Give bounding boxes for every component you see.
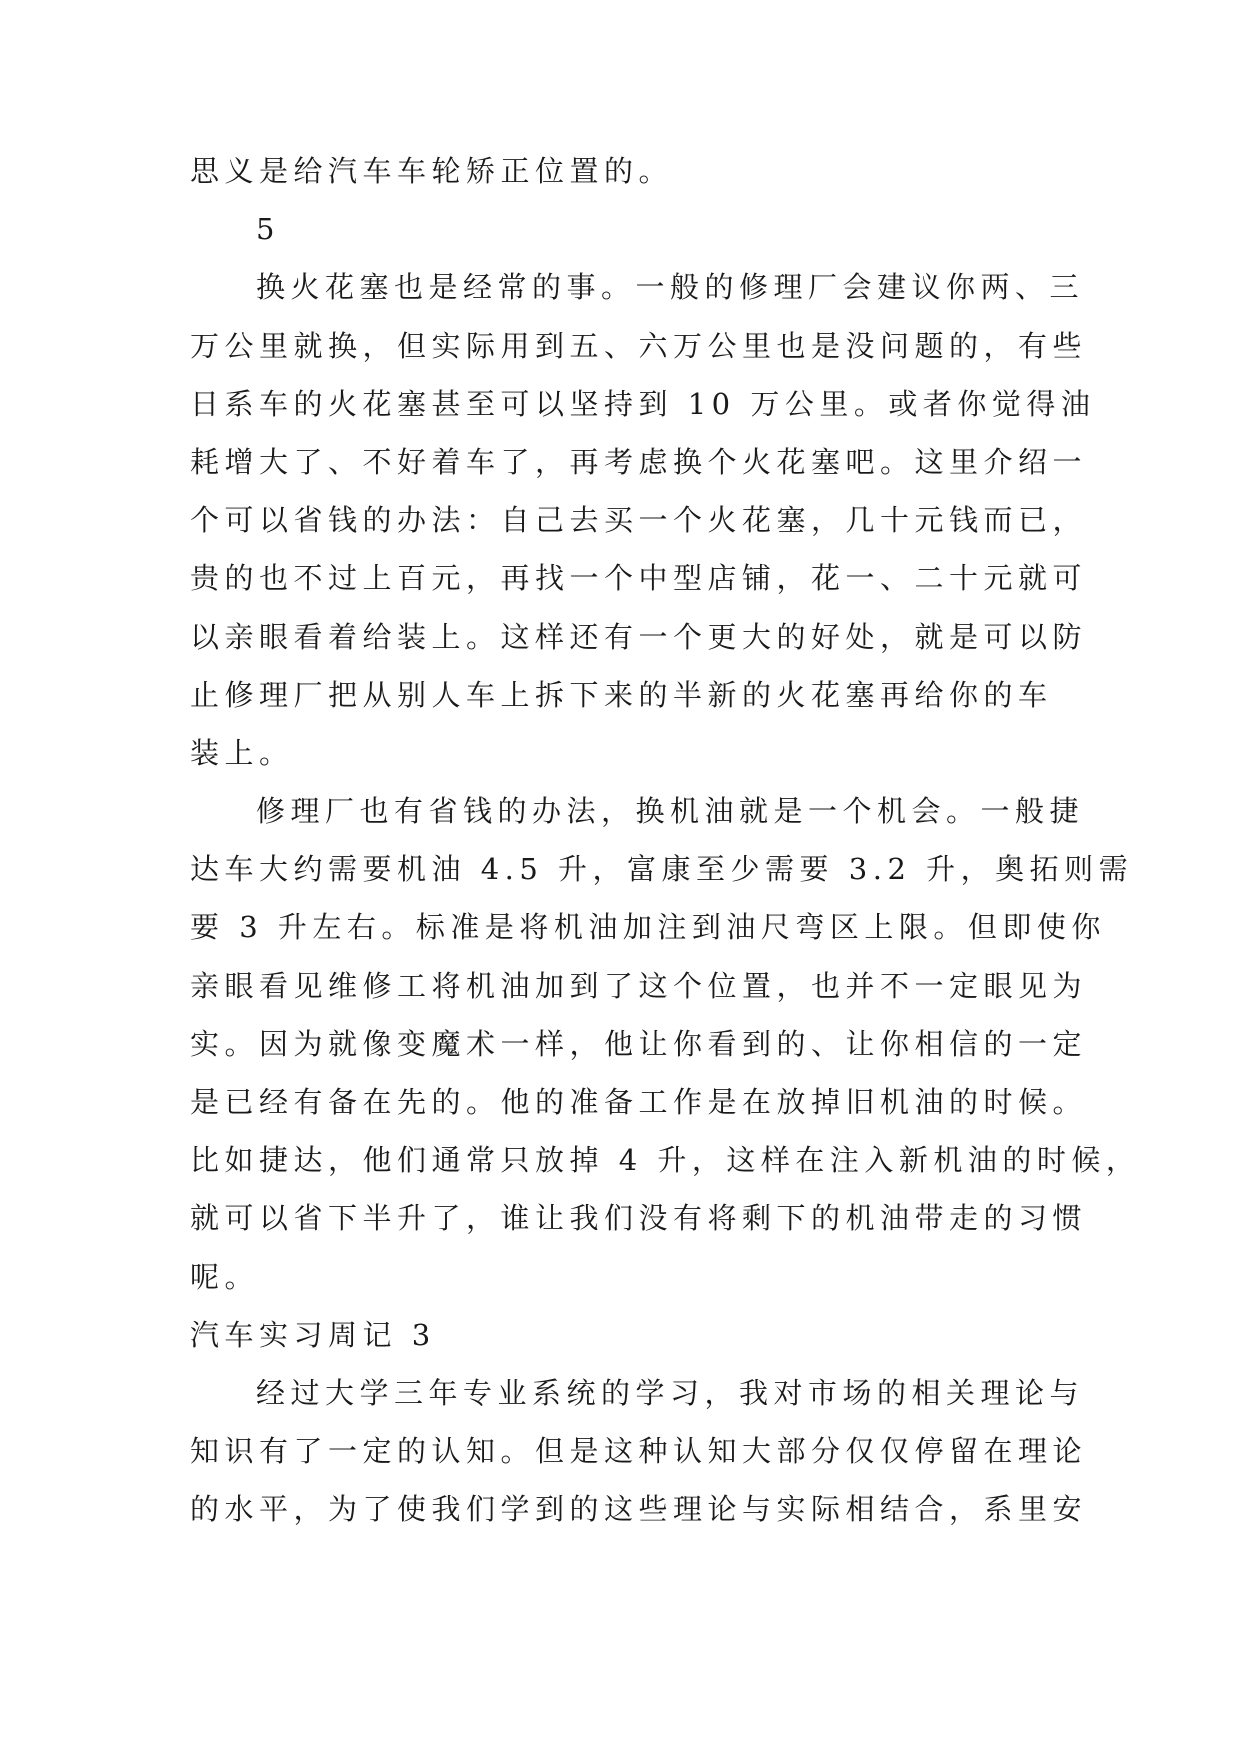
text-line: 贵的也不过上百元，再找一个中型店铺，花一、二十元就可 (190, 561, 1088, 596)
text-line: 呢。 (190, 1259, 260, 1294)
document-body (190, 142, 1141, 1539)
text-line: 换火花塞也是经常的事。一般的修理厂会建议你两、三 (256, 270, 1085, 305)
text-line: 万公里就换，但实际用到五、六万公里也是没问题的，有些 (190, 328, 1088, 363)
text-line: 经过大学三年专业系统的学习，我对市场的相关理论与 (256, 1375, 1085, 1410)
text-line: 日系车的火花塞甚至可以坚持到 10 万公里。或者你觉得油 (190, 386, 1096, 421)
text-line: 思义是给汽车车轮矫正位置的。 (190, 154, 674, 188)
text-line: 以亲眼看着给装上。这样还有一个更大的好处，就是可以防 (190, 619, 1088, 654)
text-line: 是已经有备在先的。他的准备工作是在放掉旧机油的时候。 (190, 1085, 1088, 1119)
text-line: 止修理厂把从别人车上拆下来的半新的火花塞再给你的车 (190, 677, 1053, 712)
text-line: 就可以省下半升了，谁让我们没有将剩下的机油带走的习惯 (190, 1201, 1088, 1236)
text-line: 个可以省钱的办法：自己去买一个火花塞，几十元钱而已， (190, 503, 1088, 538)
text-line: 装上。 (190, 735, 294, 770)
text-line: 知识有了一定的认知。但是这种认知大部分仅仅停留在理论 (190, 1434, 1088, 1469)
text-line: 要 3 升左右。标准是将机油加注到油尺弯区上限。但即使你 (190, 910, 1106, 945)
text-line: 的水平，为了使我们学到的这些理论与实际相结合，系里安 (190, 1492, 1088, 1527)
text-line: 修理厂也有省钱的办法，换机油就是一个机会。一般捷 (256, 794, 1085, 829)
section-number: 5 (256, 212, 280, 247)
text-line: 比如捷达，他们通常只放掉 4 升，这样在注入新机油的时候， (190, 1143, 1141, 1178)
text-line: 实。因为就像变魔术一样，他让你看到的、让你相信的一定 (190, 1026, 1088, 1061)
text-line: 耗增大了、不好着车了，再考虑换个火花塞吧。这里介绍一 (190, 444, 1088, 479)
section-heading: 汽车实习周记 3 (190, 1317, 436, 1352)
text-line: 亲眼看见维修工将机油加到了这个位置，也并不一定眼见为 (190, 968, 1088, 1003)
text-line: 达车大约需要机油 4.5 升，富康至少需要 3.2 升，奥拓则需 (190, 852, 1134, 887)
